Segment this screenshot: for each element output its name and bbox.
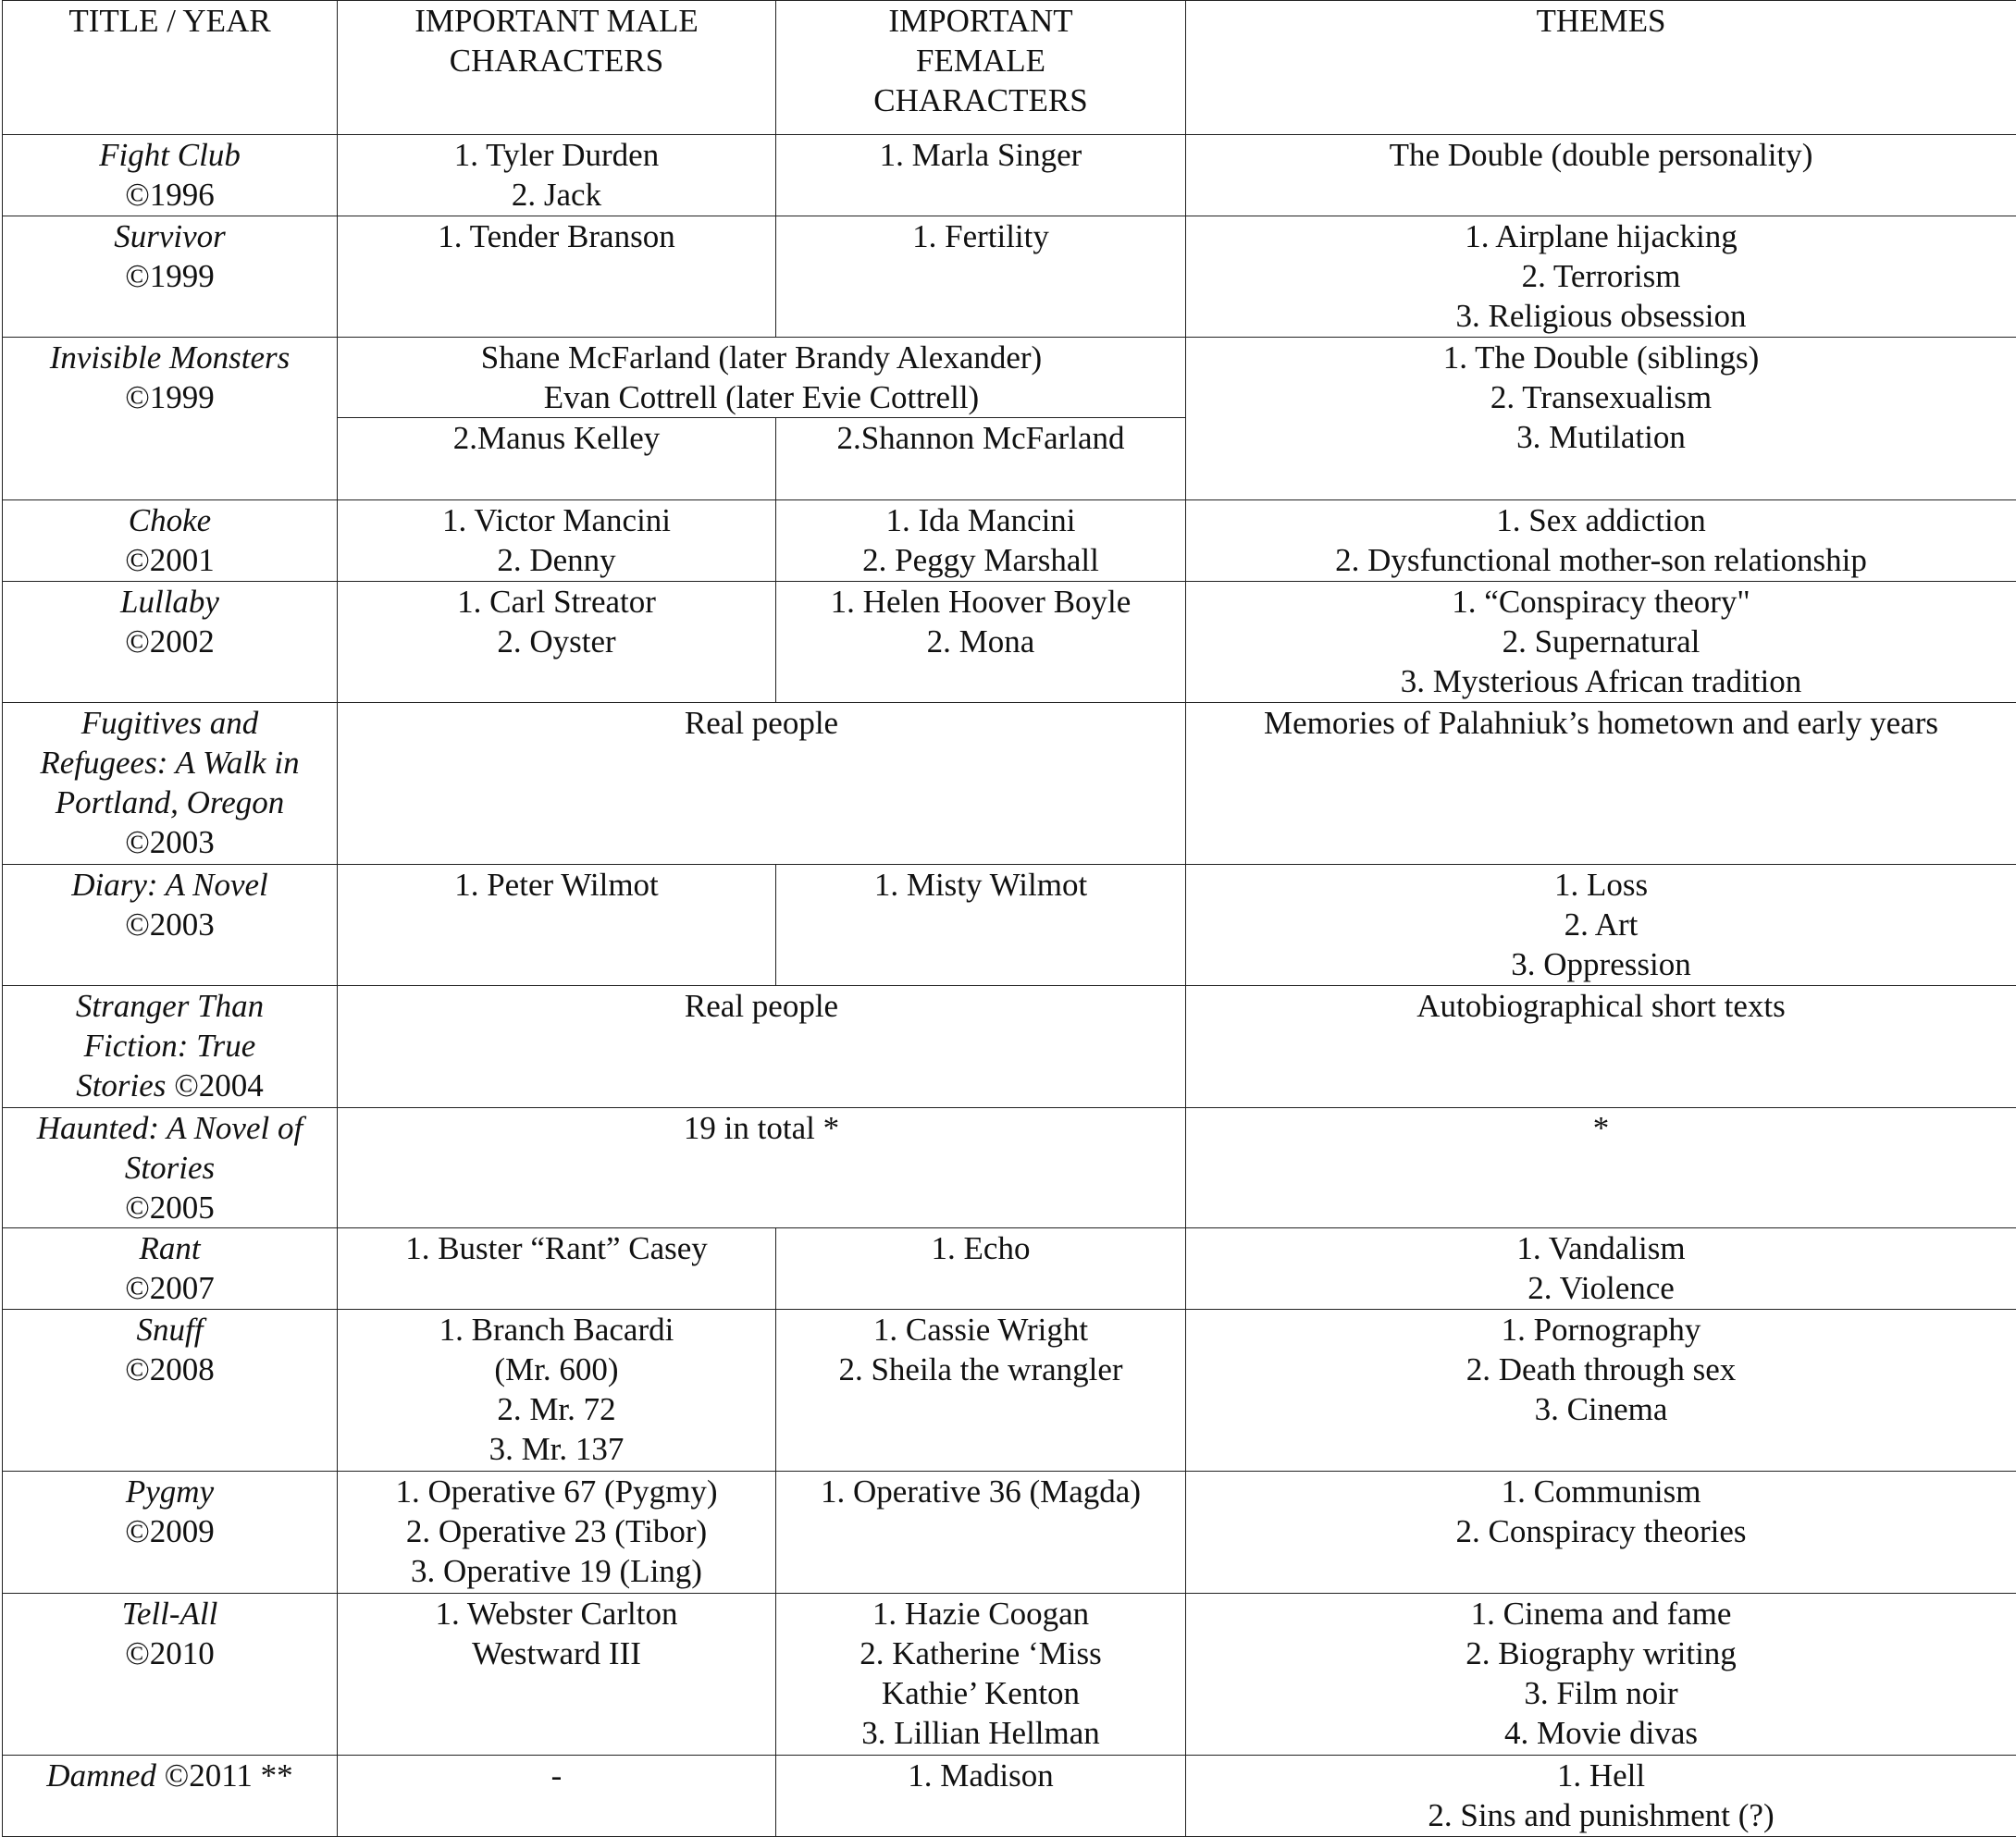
- book-title: Rant: [6, 1228, 333, 1268]
- themes-cell: [1186, 1228, 2016, 1310]
- theme-item: 1. The Double (siblings): [1190, 338, 2012, 377]
- book-title: Portland, Oregon: [6, 783, 333, 822]
- character-name: 1. Misty Wilmot: [780, 865, 1181, 905]
- shared-characters-cell: [338, 986, 1186, 1108]
- table-row: [3, 1594, 2016, 1756]
- theme-item: Autobiographical short texts: [1190, 986, 2012, 1026]
- publication-year: ©2002: [6, 622, 333, 661]
- book-title: Diary: A Novel: [6, 865, 333, 905]
- theme-item: 1. Cinema and fame: [1190, 1594, 2012, 1634]
- title-year-cell: [3, 703, 338, 865]
- theme-item: 3. Oppression: [1190, 944, 2012, 984]
- character-name: Evan Cottrell (later Evie Cottrell): [341, 377, 1181, 417]
- table-row: [3, 1108, 2016, 1228]
- character-name: 3. Lillian Hellman: [780, 1713, 1181, 1753]
- publication-year: ©2004: [174, 1067, 264, 1103]
- publication-year: ©2010: [6, 1634, 333, 1673]
- theme-item: 1. Hell: [1190, 1756, 2012, 1795]
- theme-item: 2. Biography writing: [1190, 1634, 2012, 1673]
- character-name: 1. Operative 67 (Pygmy): [341, 1472, 772, 1511]
- theme-item: 2. Transexualism: [1190, 377, 2012, 417]
- male-characters-cell: [338, 582, 776, 703]
- shared-characters-cell: [338, 703, 1186, 865]
- title-year-cell: [3, 1228, 338, 1310]
- table-row: [3, 582, 2016, 703]
- header-title-year-text: TITLE / YEAR: [6, 1, 333, 41]
- theme-item: 1. Communism: [1190, 1472, 2012, 1511]
- character-name: 1. Helen Hoover Boyle: [780, 582, 1181, 622]
- book-title: Snuff: [6, 1310, 333, 1350]
- title-year-cell: [3, 1108, 338, 1228]
- table-row: [3, 500, 2016, 582]
- title-year-cell: [3, 135, 338, 216]
- table-row: [3, 216, 2016, 338]
- themes-cell: [1186, 135, 2016, 216]
- book-title: Damned: [46, 1757, 156, 1794]
- character-name: Westward III: [341, 1634, 772, 1673]
- book-title: Haunted: A Novel of: [6, 1108, 333, 1148]
- female-characters-cell: [776, 1756, 1186, 1837]
- female-characters-cell: [776, 865, 1186, 986]
- book-title-line: [6, 1756, 333, 1795]
- theme-item: 2. Dysfunctional mother-son relationship: [1190, 540, 2012, 580]
- themes-cell: [1186, 582, 2016, 703]
- character-name: 2. Sheila the wrangler: [780, 1350, 1181, 1389]
- theme-item: Memories of Palahniuk’s hometown and early years: [1190, 703, 2012, 743]
- table-row: [3, 1472, 2016, 1594]
- character-name: Kathie’ Kenton: [780, 1673, 1181, 1713]
- male-characters-cell: [338, 135, 776, 216]
- publication-year: ©2009: [6, 1511, 333, 1551]
- theme-item: 3. Film noir: [1190, 1673, 2012, 1713]
- theme-item: 2. Supernatural: [1190, 622, 2012, 661]
- female-characters-cell: [776, 582, 1186, 703]
- title-year-cell: [3, 1472, 338, 1594]
- themes-cell: [1186, 216, 2016, 338]
- theme-item: 2. Conspiracy theories: [1190, 1511, 2012, 1551]
- theme-item: 3. Cinema: [1190, 1389, 2012, 1429]
- character-name: 1. Tender Branson: [341, 216, 772, 256]
- themes-cell: [1186, 500, 2016, 582]
- female-characters-cell: [776, 1472, 1186, 1594]
- theme-item: 3. Religious obsession: [1190, 296, 2012, 336]
- male-characters-cell: [338, 1228, 776, 1310]
- female-characters-cell: [776, 500, 1186, 582]
- table-row: [3, 865, 2016, 986]
- character-name: 1. Cassie Wright: [780, 1310, 1181, 1350]
- table-body: [3, 1, 2016, 1837]
- header-female-line: FEMALE: [780, 41, 1181, 80]
- publication-year: ©2003: [6, 822, 333, 862]
- table-row: [3, 338, 2016, 418]
- theme-item: 1. “Conspiracy theory": [1190, 582, 2012, 622]
- female-characters-cell: [776, 1594, 1186, 1756]
- title-year-cell: [3, 1756, 338, 1837]
- character-name: 2. Oyster: [341, 622, 772, 661]
- character-name: 3. Operative 19 (Ling): [341, 1551, 772, 1591]
- title-year-cell: [3, 986, 338, 1108]
- header-themes-text: THEMES: [1190, 1, 2012, 41]
- themes-cell: [1186, 986, 2016, 1108]
- header-female-characters: [776, 1, 1186, 135]
- character-name: 3. Mr. 137: [341, 1429, 772, 1469]
- table-row: [3, 986, 2016, 1108]
- book-title: Pygmy: [6, 1472, 333, 1511]
- header-female-line: CHARACTERS: [780, 80, 1181, 120]
- shared-characters-cell: [338, 338, 1186, 418]
- title-year-cell: [3, 216, 338, 338]
- table-row: [3, 1228, 2016, 1310]
- themes-cell: [1186, 1594, 2016, 1756]
- table-row: [3, 1310, 2016, 1472]
- publication-year: ©2008: [6, 1350, 333, 1389]
- publication-year: ©2007: [6, 1268, 333, 1308]
- theme-item: 3. Mysterious African tradition: [1190, 661, 2012, 701]
- character-name: 2. Jack: [341, 175, 772, 215]
- publication-year: ©2011 **: [165, 1757, 293, 1794]
- theme-item: 2. Art: [1190, 905, 2012, 944]
- novels-table: [2, 0, 2016, 1837]
- theme-item: 1. Sex addiction: [1190, 500, 2012, 540]
- themes-cell: [1186, 1756, 2016, 1837]
- male-characters-cell: [338, 1310, 776, 1472]
- title-year-cell: [3, 865, 338, 986]
- male-characters-cell: [338, 865, 776, 986]
- title-year-cell: [3, 338, 338, 500]
- male-characters-cell: [338, 1472, 776, 1594]
- character-name: Real people: [341, 703, 1181, 743]
- table-row: [3, 135, 2016, 216]
- theme-item: 4. Movie divas: [1190, 1713, 2012, 1753]
- male-characters-cell: [338, 418, 776, 500]
- character-name: 1. Echo: [780, 1228, 1181, 1268]
- character-name: 2. Mona: [780, 622, 1181, 661]
- themes-cell: [1186, 865, 2016, 986]
- publication-year: ©1996: [6, 175, 333, 215]
- character-name: -: [341, 1756, 772, 1795]
- header-themes: [1186, 1, 2016, 135]
- theme-item: 2. Terrorism: [1190, 256, 2012, 296]
- character-name: Shane McFarland (later Brandy Alexander): [341, 338, 1181, 377]
- book-title: Lullaby: [6, 582, 333, 622]
- theme-item: 1. Loss: [1190, 865, 2012, 905]
- themes-cell: [1186, 338, 2016, 500]
- character-name: 1. Tyler Durden: [341, 135, 772, 175]
- publication-year: ©2003: [6, 905, 333, 944]
- book-title-line: [6, 1066, 333, 1105]
- character-name: 1. Victor Mancini: [341, 500, 772, 540]
- character-name: 1. Operative 36 (Magda): [780, 1472, 1181, 1511]
- character-name: 1. Peter Wilmot: [341, 865, 772, 905]
- character-name: Real people: [341, 986, 1181, 1026]
- book-title: Survivor: [6, 216, 333, 256]
- book-title: Choke: [6, 500, 333, 540]
- character-name: 1. Branch Bacardi: [341, 1310, 772, 1350]
- female-characters-cell: [776, 216, 1186, 338]
- male-characters-cell: [338, 500, 776, 582]
- character-name: 2. Peggy Marshall: [780, 540, 1181, 580]
- book-title: Fiction: True: [6, 1026, 333, 1066]
- publication-year: ©1999: [6, 377, 333, 417]
- theme-item: 1. Vandalism: [1190, 1228, 2012, 1268]
- theme-item: 2. Violence: [1190, 1268, 2012, 1308]
- book-title: Stranger Than: [6, 986, 333, 1026]
- themes-cell: [1186, 703, 2016, 865]
- book-title: Fight Club: [6, 135, 333, 175]
- title-year-cell: [3, 1594, 338, 1756]
- title-year-cell: [3, 1310, 338, 1472]
- title-year-cell: [3, 500, 338, 582]
- table-row: [3, 1756, 2016, 1837]
- female-characters-cell: [776, 418, 1186, 500]
- theme-item: 3. Mutilation: [1190, 417, 2012, 457]
- book-title: Invisible Monsters: [6, 338, 333, 377]
- themes-cell: [1186, 1472, 2016, 1594]
- character-name: 1. Ida Mancini: [780, 500, 1181, 540]
- title-year-cell: [3, 582, 338, 703]
- table-row: [3, 703, 2016, 865]
- character-name: 1. Marla Singer: [780, 135, 1181, 175]
- header-title-year: [3, 1, 338, 135]
- character-name: 2. Operative 23 (Tibor): [341, 1511, 772, 1551]
- publication-year: ©1999: [6, 256, 333, 296]
- female-characters-cell: [776, 1228, 1186, 1310]
- header-male-line: IMPORTANT MALE: [341, 1, 772, 41]
- character-name: 2. Mr. 72: [341, 1389, 772, 1429]
- character-name: 1. Madison: [780, 1756, 1181, 1795]
- character-name: 2. Katherine ‘Miss: [780, 1634, 1181, 1673]
- character-name: 1. Buster “Rant” Casey: [341, 1228, 772, 1268]
- publication-year: ©2001: [6, 540, 333, 580]
- theme-item: *: [1190, 1108, 2012, 1148]
- theme-item: 1. Pornography: [1190, 1310, 2012, 1350]
- male-characters-cell: [338, 216, 776, 338]
- header-row: [3, 1, 2016, 135]
- character-name: 1. Fertility: [780, 216, 1181, 256]
- theme-item: The Double (double personality): [1190, 135, 2012, 175]
- book-title: Stories: [6, 1148, 333, 1188]
- theme-item: 2. Death through sex: [1190, 1350, 2012, 1389]
- header-male-line: CHARACTERS: [341, 41, 772, 80]
- publication-year: ©2005: [6, 1188, 333, 1227]
- character-name: 2.Shannon McFarland: [780, 418, 1181, 458]
- character-name: 2.Manus Kelley: [341, 418, 772, 458]
- male-characters-cell: [338, 1594, 776, 1756]
- male-characters-cell: [338, 1756, 776, 1837]
- character-name: 1. Hazie Coogan: [780, 1594, 1181, 1634]
- header-female-line: IMPORTANT: [780, 1, 1181, 41]
- character-name: 1. Carl Streator: [341, 582, 772, 622]
- book-title: Stories: [76, 1067, 166, 1103]
- character-name: 2. Denny: [341, 540, 772, 580]
- shared-characters-cell: [338, 1108, 1186, 1228]
- female-characters-cell: [776, 1310, 1186, 1472]
- book-title: Refugees: A Walk in: [6, 743, 333, 783]
- themes-cell: [1186, 1108, 2016, 1228]
- character-name: 1. Webster Carlton: [341, 1594, 772, 1634]
- header-male-characters: [338, 1, 776, 135]
- female-characters-cell: [776, 135, 1186, 216]
- theme-item: 1. Airplane hijacking: [1190, 216, 2012, 256]
- character-name: (Mr. 600): [341, 1350, 772, 1389]
- theme-item: 2. Sins and punishment (?): [1190, 1795, 2012, 1835]
- book-title: Tell-All: [6, 1594, 333, 1634]
- themes-cell: [1186, 1310, 2016, 1472]
- character-name: 19 in total *: [341, 1108, 1181, 1148]
- book-title: Fugitives and: [6, 703, 333, 743]
